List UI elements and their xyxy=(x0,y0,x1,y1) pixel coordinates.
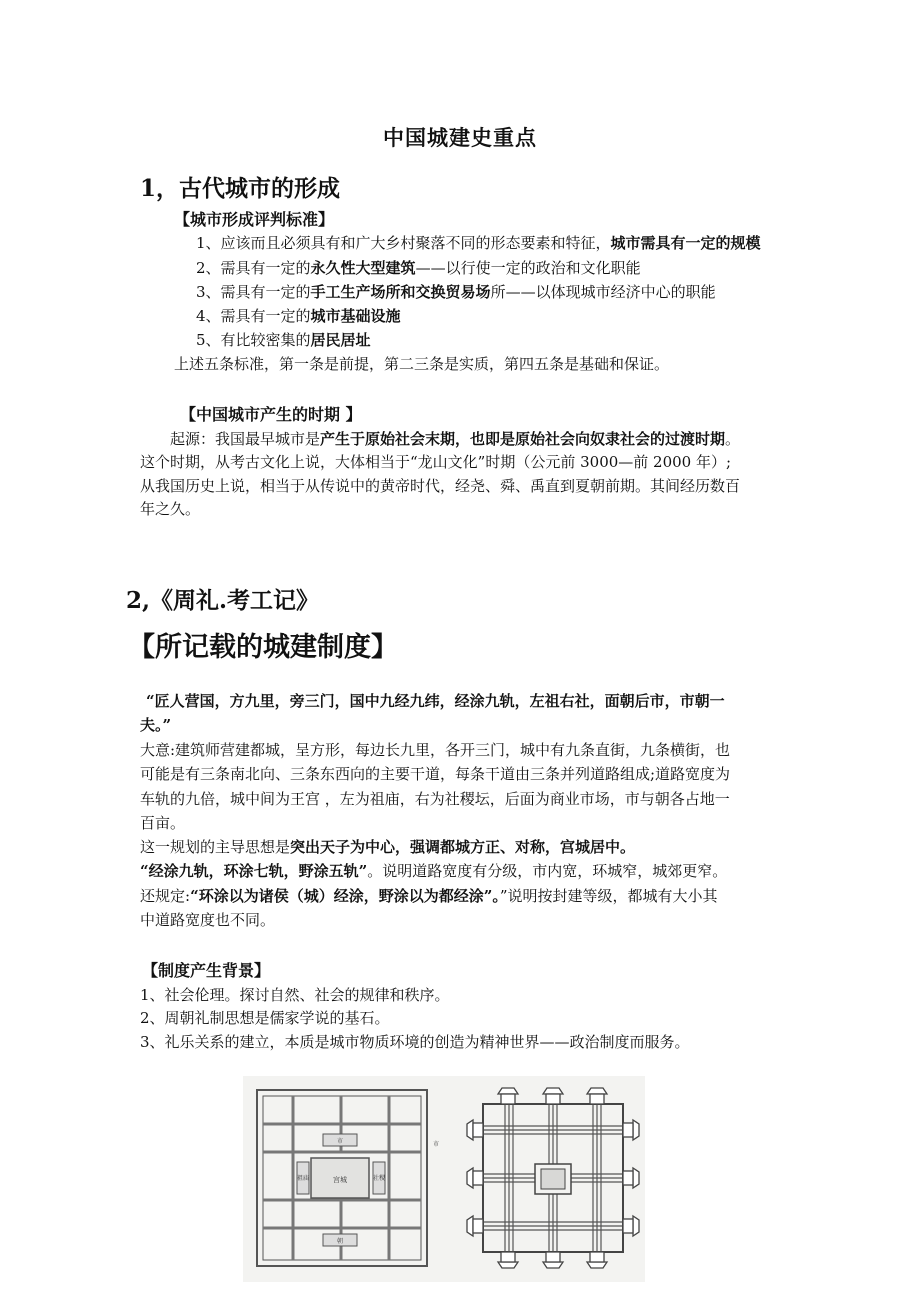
left-plan-east-label: 社稷 xyxy=(372,1175,386,1182)
background-item-2: 2、周朝礼制思想是儒家学说的基石。 xyxy=(140,1009,390,1027)
origin-line-4: 年之久。 xyxy=(140,500,201,518)
section-1-heading: 1，古代城市的形成 xyxy=(140,175,341,202)
quote-line-2: 夫。” xyxy=(140,716,172,734)
criteria-item-2: 2、需具有一定的永久性大型建筑——以行使一定的政治和文化职能 xyxy=(196,259,641,277)
regulation-line-2: 中道路宽度也不同。 xyxy=(140,911,276,929)
left-plan-west-label: 祖庙 xyxy=(296,1175,310,1182)
meaning-line-1: 大意:建筑师营建都城，呈方形，每边长九里，各开三门，城中有九条直街，九条横街，也 xyxy=(140,741,731,759)
criteria-item-1: 1、应该而且必须具有和广大乡村聚落不同的形态要素和特征，城市需具有一定的规模 xyxy=(196,234,761,252)
section-2-subheading: 【所记载的城建制度】 xyxy=(128,632,398,663)
road-line: “经涂九轨，环涂七轨，野涂五轨”。说明道路宽度有分级，市内宽，环城窄，城郊更窄。 xyxy=(140,862,728,880)
quote-line-1: “匠人营国，方九里，旁三门，国中九经九纬，经涂九轨，左祖右社，面朝后市，市朝一 xyxy=(146,692,725,710)
regulation-line: 还规定:“环涂以为诸侯（城）经涂，野涂以为都经涂”。”说明按封建等级，都城有大小其 xyxy=(140,887,718,905)
section-2-heading: 2,《周礼.考工记》 xyxy=(126,587,320,614)
criteria-item-4: 4、需具有一定的城市基础设施 xyxy=(196,307,401,325)
criteria-subheading: 【城市形成评判标准】 xyxy=(174,210,335,229)
criteria-item-5: 5、有比较密集的居民居址 xyxy=(196,331,371,349)
meaning-line-3: 车轨的九倍，城中间为王宫 ，左为祖庙，右为社稷坛，后面为商业市场，市与朝各占地一 xyxy=(140,790,730,808)
background-item-1: 1、社会伦理。探讨自然、社会的规律和秩序。 xyxy=(140,986,450,1004)
criteria-item-3: 3、需具有一定的手工生产场所和交换贸易场所——以体现城市经济中心的职能 xyxy=(196,283,716,301)
meaning-line-4: 百亩。 xyxy=(140,814,186,832)
meaning-line-2: 可能是有三条南北向、三条东西向的主要干道，每条干道由三条并列道路组成;道路宽度为 xyxy=(140,765,731,783)
page-title: 中国城建史重点 xyxy=(383,125,537,150)
criteria-summary: 上述五条标准，第一条是前提，第二三条是实质，第四五条是基础和保证。 xyxy=(174,355,670,373)
background-subheading: 【制度产生背景】 xyxy=(142,961,271,980)
background-item-3: 3、礼乐关系的建立，本质是城市物质环境的创造为精神世界——政治制度而服务。 xyxy=(140,1033,690,1051)
left-plan-north-label: 市 xyxy=(336,1138,344,1145)
origin-line-2: 这个时期，从考古文化上说，大体相当于“龙山文化”时期（公元前 3000—前 2000 年）; xyxy=(140,453,732,471)
origin-line-1: 起源：我国最早城市是产生于原始社会末期，也即是原始社会向奴隶社会的过渡时期。 xyxy=(170,430,741,448)
left-plan-side-label: 市 xyxy=(433,1141,440,1148)
origin-subheading: 【中国城市产生的时期 】 xyxy=(180,405,362,424)
city-plan-diagram xyxy=(243,1076,645,1282)
left-plan-center-label: 宫城 xyxy=(333,1176,347,1184)
idea-line: 这一规划的主导思想是突出天子为中心，强调都城方正、对称，宫城居中。 xyxy=(140,838,636,856)
origin-line-3: 从我国历史上说，相当于从传说中的黄帝时代，经尧、舜、禹直到夏朝前期。其间经历数百 xyxy=(140,477,741,495)
left-plan-south-label: 朝 xyxy=(336,1238,344,1245)
